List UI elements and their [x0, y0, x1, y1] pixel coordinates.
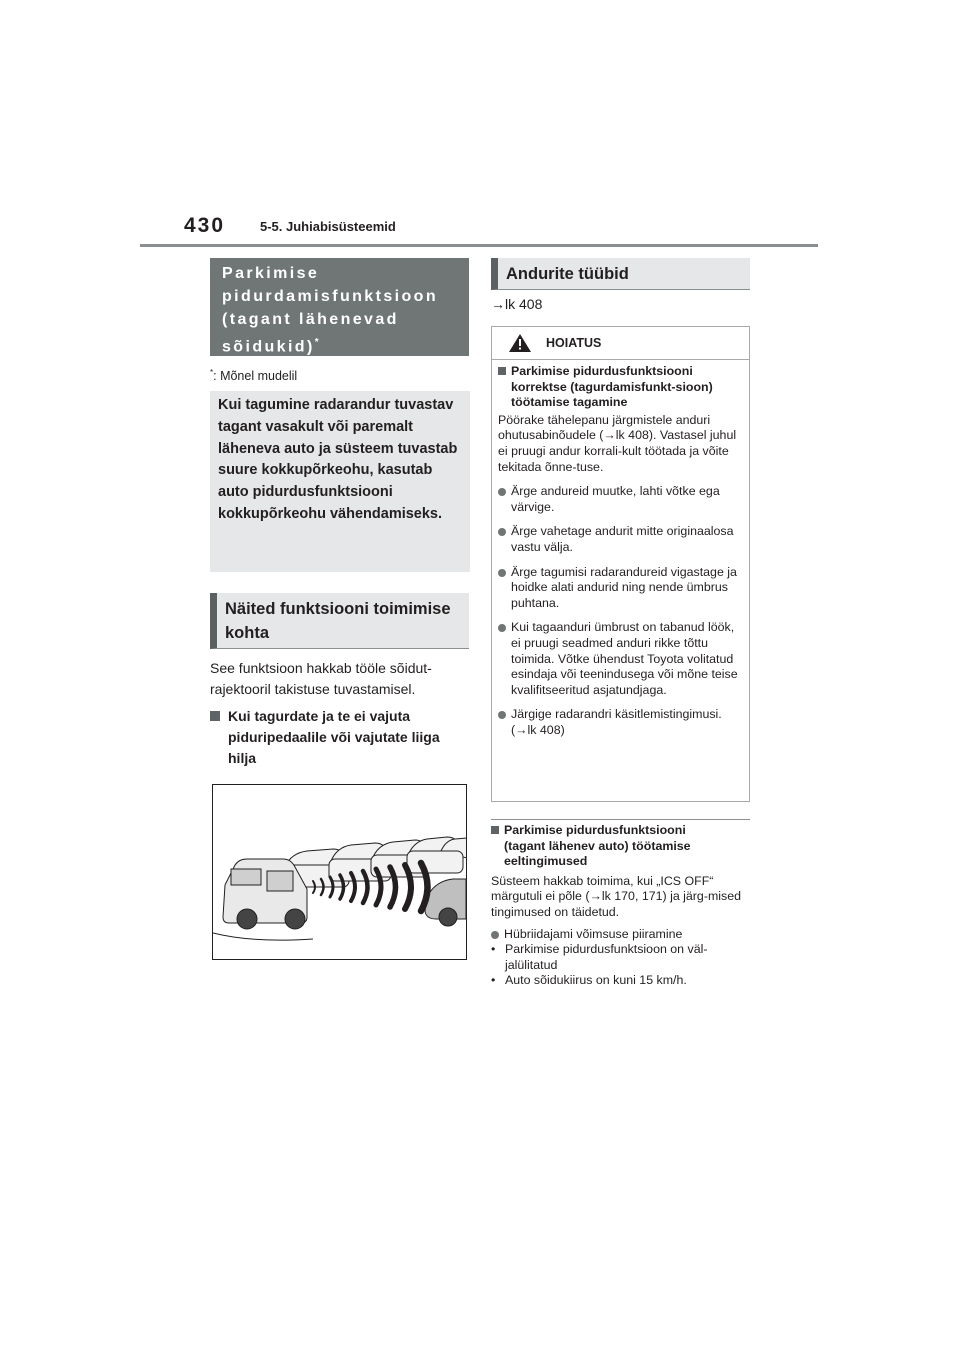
warning-body	[492, 360, 749, 742]
warning-bullet	[498, 707, 743, 738]
warning-box	[491, 326, 750, 802]
round-bullet-icon	[498, 624, 506, 632]
conditions-section	[491, 823, 751, 989]
warning-triangle-icon	[509, 334, 531, 352]
footnote-text: : Mõnel mudelil	[213, 369, 298, 384]
warning-bullet	[498, 484, 743, 515]
warning-bullet-text: Ärge andureid muutke, lahti võtke ega värvige.	[511, 484, 720, 514]
warning-subtitle: Parkimise pidurdusfunktsiooni korrektse (tagurdamisfunkt-sioon) töötamise tagamine	[511, 364, 713, 410]
round-bullet-icon	[498, 711, 506, 719]
examples-header	[210, 593, 469, 649]
warning-bullet	[498, 620, 743, 698]
warning-label: HOIATUS	[546, 336, 602, 350]
round-bullet-icon	[498, 488, 506, 496]
warning-subtitle-row	[498, 364, 743, 411]
sensor-types-title: Andurite tüübid	[506, 265, 629, 283]
footnote	[210, 368, 297, 383]
sensor-types-ref[interactable]: →lk 408	[491, 296, 543, 312]
section-title-box	[210, 258, 469, 356]
summary-text: Kui tagumine radarandur tuvastav tagant vasakult või paremalt läheneva auto ja süsteem tuvastab suure kokkupõrkeohu, kasutab auto pidurdusfunktsiooni kokkupõrkeohu vähendamiseks.	[218, 397, 458, 522]
case-heading	[210, 706, 472, 769]
examples-text: See funktsioon hakkab tööle sõidut-rajektooril takistuse tuvastamisel.	[210, 660, 432, 697]
conditions-intro: Süsteem hakkab toimima, kui „ICS OFF“ märgutuli ei põle (→lk 170, 171) ja järg-mised tingimused on täidetud.	[491, 873, 741, 919]
warning-header	[492, 327, 749, 360]
conditions-dash-item	[491, 942, 751, 973]
round-bullet-icon	[498, 528, 506, 536]
footnote-marker: *	[210, 368, 214, 377]
page-number: 430	[184, 214, 226, 237]
round-bullet-icon	[498, 569, 506, 577]
warning-intro: Pöörake tähelepanu järgmistele anduri ohutusabinõudele (→lk 408). Vastasel juhul ei pruugi andur korrali-kult töötada ja võite tekitada õnne-tuse.	[498, 412, 737, 474]
conditions-title: Parkimise pidurdusfunktsiooni (tagant lähenev auto) töötamise eeltingimused	[504, 823, 691, 869]
warning-bullet-text: Ärge vahetage andurit mitte originaalosa vastu välja.	[511, 524, 734, 554]
conditions-dash-text: Parkimise pidurdusfunktsioon on väl-jalülitatud	[505, 942, 708, 972]
warning-bullet	[498, 565, 743, 612]
warning-bullet	[498, 524, 743, 555]
warning-bullet-text: Ärge tagumisi radarandureid vigastage ja hoidke alati andurid ning nende ümbrus puhtana.	[511, 564, 737, 610]
round-bullet-icon	[491, 931, 499, 939]
conditions-dash-text: Auto sõidukiirus on kuni 15 km/h.	[505, 973, 687, 988]
conditions-bullet-text: Hübriidajami võimsuse piiramine	[504, 926, 683, 941]
section-title: Parkimise pidurdamisfunktsioon (tagant lähenevad sõidukid)	[222, 265, 438, 356]
conditions-rule	[491, 819, 750, 820]
warning-bullet-text: Kui tagaanduri ümbrust on tabanud löök, ei pruugi seadmed anduri rikke tõttu toimida. Võtke ühendust Toyota volitatud esindaja või teenindusega või mõne teise kvalifitseeritud asjatundjaga.	[511, 620, 738, 697]
conditions-bullet	[491, 927, 751, 943]
warning-bullet-text: Järgige radarandri käsitlemistingimusi. (→lk 408)	[511, 707, 722, 737]
square-bullet-icon	[210, 711, 220, 721]
parking-illustration	[213, 785, 466, 959]
case-title: Kui tagurdate ja te ei vajuta piduripedaalile või vajutate liiga hilja	[228, 708, 440, 766]
summary-box	[210, 391, 470, 572]
square-bullet-icon	[491, 826, 499, 834]
section-title-marker: *	[314, 337, 319, 348]
sensor-types-header	[491, 258, 750, 290]
square-bullet-icon	[498, 367, 506, 375]
illustration	[212, 784, 467, 960]
examples-title: Näited funktsiooni toimimise kohta	[225, 600, 451, 642]
header-rule	[140, 244, 818, 247]
conditions-title-row	[491, 823, 751, 870]
dash-marker: •	[491, 942, 496, 957]
chapter-title: 5-5. Juhiabisüsteemid	[260, 219, 396, 234]
conditions-dash-item	[491, 973, 751, 989]
dash-marker: •	[491, 973, 496, 988]
